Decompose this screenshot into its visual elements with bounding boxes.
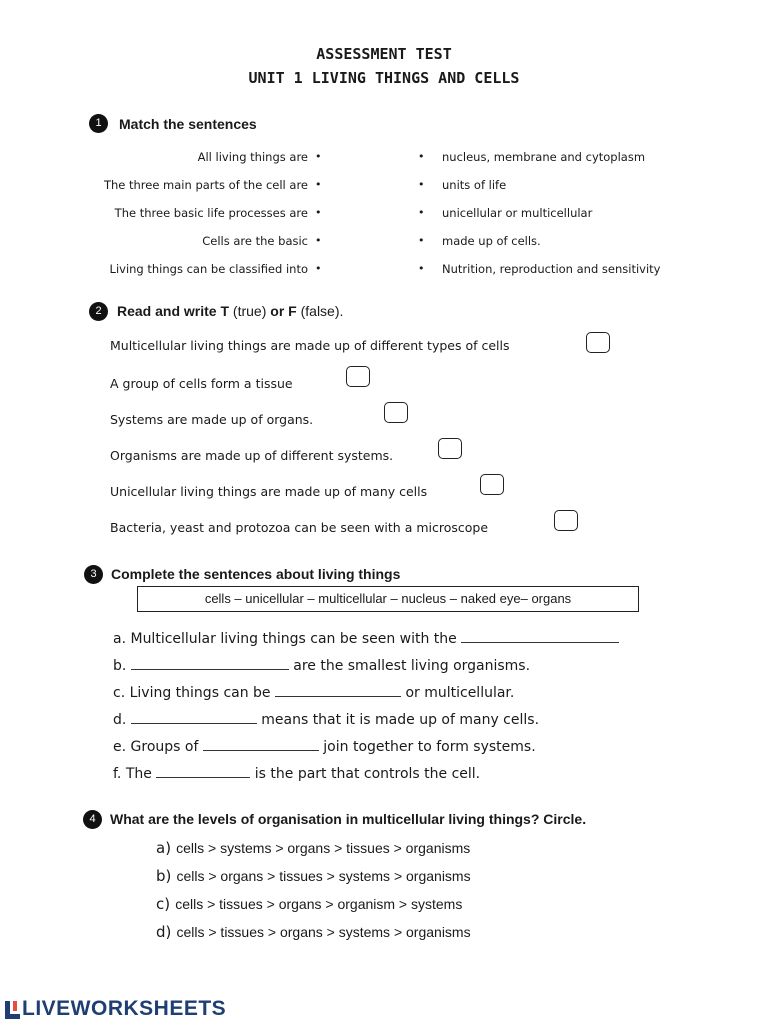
section-4-heading: What are the levels of organisation in multicellular living things? Circle. xyxy=(110,811,587,827)
section-4-number: 4 xyxy=(83,810,102,829)
sentence-before: Multicellular living things can be seen with the xyxy=(130,631,462,647)
match-right-dot[interactable]: • xyxy=(418,178,425,191)
heading-true-word: (true) xyxy=(229,303,271,319)
item-letter: f. xyxy=(113,766,122,782)
heading-true-letter: T xyxy=(220,303,230,319)
match-left-item: All living things are xyxy=(197,150,308,164)
tf-answer-box-1[interactable] xyxy=(586,332,610,353)
fill-sentence-d xyxy=(113,711,539,728)
match-left-item: Cells are the basic xyxy=(202,234,308,248)
match-left-item: The three basic life processes are xyxy=(114,206,308,220)
sentence-after: or multicellular. xyxy=(401,685,515,701)
match-right-dot[interactable]: • xyxy=(418,262,425,275)
answer-blank-c[interactable] xyxy=(275,684,401,697)
heading-part: Read and write xyxy=(117,303,221,319)
item-letter: c. xyxy=(113,685,126,701)
sentence-after: is the part that controls the cell. xyxy=(250,766,481,782)
option-text: cells > organs > tissues > systems > organisms xyxy=(176,868,471,884)
tf-answer-box-4[interactable] xyxy=(438,438,462,459)
section-3-number: 3 xyxy=(84,565,103,584)
option-text: cells > tissues > organs > systems > organisms xyxy=(176,924,471,940)
match-right-dot[interactable]: • xyxy=(418,234,425,247)
match-left-dot[interactable]: • xyxy=(315,178,322,191)
option-letter: c) xyxy=(156,895,171,913)
tf-statement-4: Organisms are made up of different systems. xyxy=(110,448,394,463)
match-left-dot[interactable]: • xyxy=(315,262,322,275)
fill-sentence-b xyxy=(113,657,530,674)
tf-answer-box-2[interactable] xyxy=(346,366,370,387)
option-text: cells > tissues > organs > organism > systems xyxy=(175,896,463,912)
sentence-before: Living things can be xyxy=(129,685,275,701)
sentence-after: are the smallest living organisms. xyxy=(288,658,531,674)
item-letter: e. xyxy=(113,739,127,755)
page-title: ASSESSMENT TEST xyxy=(316,45,452,63)
fill-sentence-f xyxy=(113,765,480,782)
match-right-item: unicellular or multicellular xyxy=(442,206,593,220)
fill-sentence-a xyxy=(113,630,619,647)
tf-answer-box-3[interactable] xyxy=(384,402,408,423)
match-left-dot[interactable]: • xyxy=(315,206,322,219)
match-right-item: Nutrition, reproduction and sensitivity xyxy=(442,262,661,276)
answer-blank-e[interactable] xyxy=(203,738,319,751)
match-left-item: Living things can be classified into xyxy=(109,262,308,276)
section-2-number: 2 xyxy=(89,302,108,321)
match-left-item: The three main parts of the cell are xyxy=(103,178,308,192)
tf-statement-5: Unicellular living things are made up of many cells xyxy=(110,484,428,499)
item-letter: d. xyxy=(113,712,127,728)
answer-blank-f[interactable] xyxy=(156,765,250,778)
match-left-dot[interactable]: • xyxy=(315,150,322,163)
page-subtitle: UNIT 1 LIVING THINGS AND CELLS xyxy=(248,69,520,87)
sentence-before: Groups of xyxy=(130,739,203,755)
tf-answer-box-6[interactable] xyxy=(554,510,578,531)
match-left-dot[interactable]: • xyxy=(315,234,322,247)
option-letter: b) xyxy=(156,867,172,885)
item-letter: a. xyxy=(113,631,127,647)
footer-brand[interactable]: LIVEWORKSHEETS xyxy=(22,997,227,1020)
tf-statement-6: Bacteria, yeast and protozoa can be seen with a microscope xyxy=(110,520,489,535)
answer-blank-a[interactable] xyxy=(461,630,619,643)
section-1-number: 1 xyxy=(89,114,108,133)
tf-answer-box-5[interactable] xyxy=(480,474,504,495)
word-bank: cells – unicellular – multicellular – nucleus – naked eye– organs xyxy=(137,586,639,612)
option-d[interactable] xyxy=(156,922,471,941)
option-a[interactable] xyxy=(156,838,470,857)
sentence-after: join together to form systems. xyxy=(318,739,536,755)
option-letter: a) xyxy=(156,839,172,857)
section-3-heading: Complete the sentences about living things xyxy=(111,566,401,582)
heading-false-letter: F xyxy=(288,303,297,319)
heading-or: or xyxy=(270,303,289,319)
option-c[interactable] xyxy=(156,894,462,913)
sentence-before: The xyxy=(125,766,157,782)
match-right-dot[interactable]: • xyxy=(418,206,425,219)
option-text: cells > systems > organs > tissues > organisms xyxy=(176,840,471,856)
answer-blank-d[interactable] xyxy=(131,711,257,724)
answer-blank-b[interactable] xyxy=(131,657,289,670)
option-b[interactable] xyxy=(156,866,471,885)
fill-sentence-c xyxy=(113,684,514,701)
match-right-dot[interactable]: • xyxy=(418,150,425,163)
option-letter: d) xyxy=(156,923,172,941)
tf-statement-1: Multicellular living things are made up of different types of cells xyxy=(110,338,510,353)
match-right-item: made up of cells. xyxy=(442,234,541,248)
match-right-item: nucleus, membrane and cytoplasm xyxy=(442,150,646,164)
fill-sentence-e xyxy=(113,738,536,755)
heading-false-word: (false). xyxy=(296,303,344,319)
sentence-after: means that it is made up of many cells. xyxy=(256,712,540,728)
liveworksheets-logo-icon xyxy=(4,999,22,1021)
section-1-heading: Match the sentences xyxy=(119,116,257,132)
section-2-heading xyxy=(117,303,343,319)
match-right-item: units of life xyxy=(442,178,507,192)
item-letter: b. xyxy=(113,658,127,674)
tf-statement-3: Systems are made up of organs. xyxy=(110,412,314,427)
tf-statement-2: A group of cells form a tissue xyxy=(110,376,293,391)
